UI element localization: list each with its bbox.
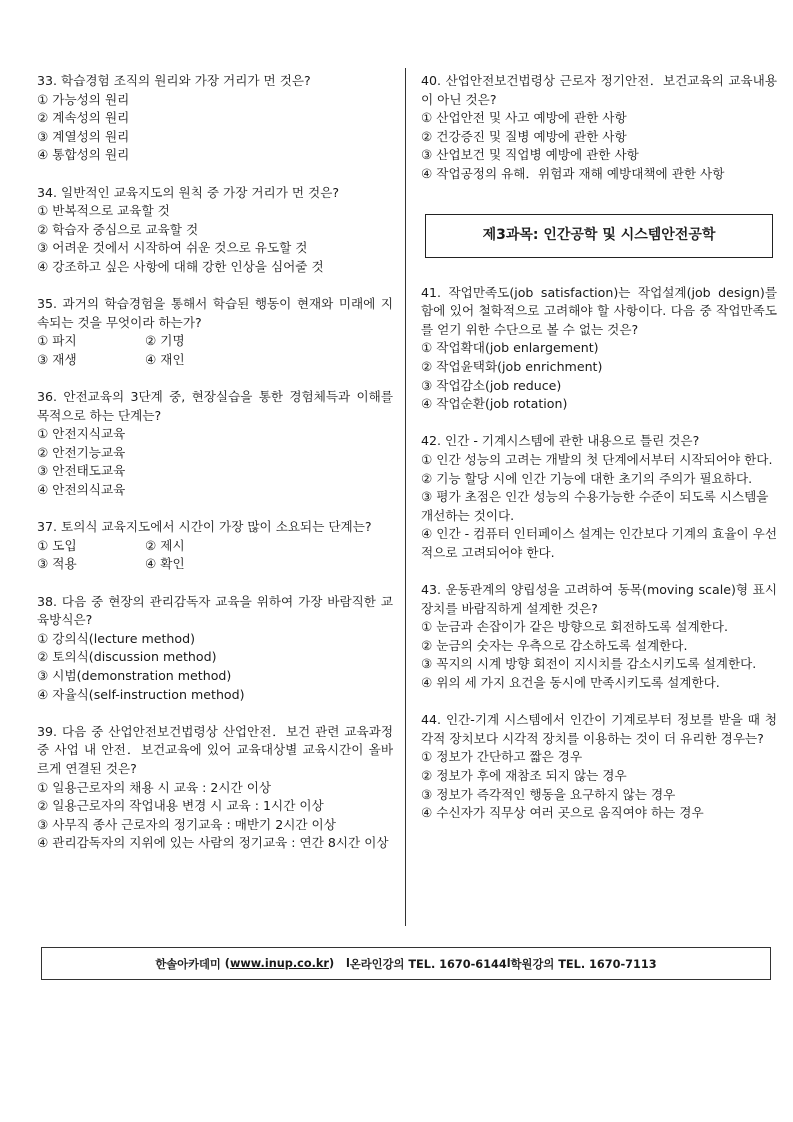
footer-company: 한솔아카데미 [155, 957, 221, 971]
answer-option: ① 정보가 간단하고 짧은 경우 [421, 749, 583, 765]
footer-separator-1: l [345, 957, 350, 970]
answer-option: ② 작업윤택화(job enrichment) [421, 358, 603, 374]
question [37, 72, 393, 165]
column-divider [405, 68, 406, 926]
question [37, 518, 393, 574]
footer-url-link[interactable]: www.inup.co.kr [229, 957, 329, 970]
option-row [37, 537, 393, 556]
question [37, 723, 398, 853]
answer-option: ② 안전기능교육 [37, 444, 126, 460]
answer-option: ④ 자율식(self-instruction method) [37, 686, 245, 702]
answer-option: ② 기능 할당 시에 인간 기능에 대한 초기의 주의가 필요하다. [421, 470, 753, 486]
answer-option: ④ 통합성의 원리 [37, 147, 130, 163]
question [421, 284, 782, 414]
answer-option: ④ 인간 - 컴퓨터 인터페이스 설계는 인간보다 기계의 효율이 우선적으로 고려되어야 한다. [421, 526, 778, 560]
answer-option: ③ 안전태도교육 [37, 463, 126, 479]
answer-option: ① 작업확대(job enlargement) [421, 340, 599, 356]
answer-option: ① 눈금과 손잡이가 같은 방향으로 회전하도록 설계한다. [421, 619, 728, 635]
question [37, 388, 398, 500]
answer-option: ④ 작업공정의 유해．위험과 재해 예방대책에 관한 사항 [421, 165, 725, 181]
answer-option: ② 계속성의 원리 [37, 110, 130, 126]
answer-option: ④ 수신자가 직무상 여러 곳으로 움직여야 하는 경우 [421, 805, 704, 821]
answer-option: ② 정보가 후에 재참조 되지 않는 경우 [421, 768, 627, 783]
answer-option: ② 제시 [145, 537, 185, 553]
answer-option: ① 가능성의 원리 [37, 91, 130, 107]
option-row [37, 555, 393, 574]
answer-option: ③ 적용 [37, 556, 77, 572]
question-text: 39. 다음 중 산업안전보건법령상 산업안전．보건 관련 교육과정 중 사업 내 안전．보건교육에 있어 교육대상별 교육시간이 올바르게 연결된 것은? [37, 723, 398, 776]
question-text: 42. 인간 - 기계시스템에 관한 내용으로 틀린 것은? [421, 433, 700, 449]
question [421, 711, 777, 823]
footer-online-tel: 온라인강의 TEL. 1670-6144 [349, 957, 507, 971]
answer-option: ④ 강조하고 싶은 사항에 대해 강한 인상을 심어줄 것 [37, 258, 324, 274]
answer-option: ④ 안전의식교육 [37, 482, 126, 498]
footer-academy-tel: 학원강의 TEL. 1670-7113 [510, 957, 657, 971]
question-text: 34. 일반적인 교육지도의 원칙 중 가장 거리가 먼 것은? [37, 184, 340, 200]
answer-option: ③ 평가 초점은 인간 성능의 수용가능한 수준이 되도록 시스템을 개선하는 것이다. [421, 489, 773, 523]
answer-option: ① 일용근로자의 채용 시 교육 : 2시간 이상 [37, 779, 272, 795]
right-questions-after [421, 284, 782, 823]
answer-option: ④ 위의 세 가지 요건을 동시에 만족시키도록 설계한다. [421, 675, 720, 691]
footer-separator-2: l [506, 957, 511, 970]
answer-option: ③ 계열성의 원리 [37, 128, 130, 144]
right-column [421, 72, 782, 841]
answer-option: ④ 확인 [145, 556, 185, 572]
section-title-box [425, 214, 773, 258]
answer-option: ② 눈금의 숫자는 우측으로 감소하도록 설계한다. [421, 637, 688, 653]
answer-option: ① 강의식(lecture method) [37, 630, 195, 646]
answer-option: ① 도입 [37, 537, 77, 553]
question [37, 184, 393, 277]
answer-option: ④ 작업순환(job rotation) [421, 396, 568, 412]
answer-option: ② 토의식(discussion method) [37, 649, 217, 665]
answer-option: ③ 꼭지의 시계 방향 회전이 지시치를 감소시키도록 설계한다. [421, 656, 757, 672]
question-text: 43. 운동관계의 양립성을 고려하여 동목(moving scale)형 표시장치를 바람직하게 설계한 것은? [421, 582, 777, 616]
answer-option: ① 인간 성능의 고려는 개발의 첫 단계에서부터 시작되어야 한다. [421, 451, 773, 467]
answer-option: ① 산업안전 및 사고 예방에 관한 사항 [421, 110, 627, 126]
answer-option: ② 건강증진 및 질병 예방에 관한 사항 [421, 128, 627, 144]
option-row [37, 351, 393, 370]
left-column [37, 72, 398, 872]
answer-option: ③ 사무직 종사 근로자의 정기교육 : 매반기 2시간 이상 [37, 816, 336, 832]
question [421, 581, 777, 693]
answer-option: ① 파지 [37, 333, 77, 349]
question-text: 41. 작업만족도(job satisfaction)는 작업설계(job design)를 함에 있어 철학적으로 고려해야 할 사항이다. 다음 중 작업만족도를 얻기 위한 수단으로 볼 수 없는 것은? [421, 284, 782, 337]
option-row [37, 332, 393, 351]
answer-option: ③ 정보가 즉각적인 행동을 요구하지 않는 경우 [421, 786, 676, 802]
question-text: 40. 산업안전보건법령상 근로자 정기안전．보건교육의 교육내용이 아닌 것은? [421, 73, 777, 107]
answer-option: ④ 관리감독자의 지위에 있는 사람의 정기교육 : 연간 8시간 이상 [37, 835, 389, 851]
question [421, 432, 777, 562]
right-questions-before [421, 72, 777, 184]
question [421, 72, 777, 184]
answer-option: ③ 재생 [37, 351, 77, 367]
question-text: 38. 다음 중 현장의 관리감독자 교육을 위하여 가장 바람직한 교육방식은? [37, 593, 393, 628]
question-text: 37. 토의식 교육지도에서 시간이 가장 많이 소요되는 단계는? [37, 519, 372, 535]
question-text: 44. 인간-기계 시스템에서 인간이 기계로부터 정보를 받을 때 청각적 장치보다 시각적 장치를 이용하는 것이 더 유리한 경우는? [421, 712, 777, 746]
answer-option: ① 반복적으로 교육할 것 [37, 203, 170, 219]
answer-option: ① 안전지식교육 [37, 426, 126, 442]
question-text: 36. 안전교육의 3단계 중, 현장실습을 통한 경험체득과 이해를 목적으로 하는 단계는? [37, 389, 398, 423]
question [37, 295, 393, 369]
question-text: 33. 학습경험 조직의 원리와 가장 거리가 먼 것은? [37, 73, 311, 88]
question-text: 35. 과거의 학습경험을 통해서 학습된 행동이 현재와 미래에 지속되는 것을 무엇이라 하는가? [37, 296, 393, 330]
answer-option: ② 기명 [145, 333, 185, 349]
answer-option: ③ 어려운 것에서 시작하여 쉬운 것으로 유도할 것 [37, 240, 308, 256]
question [37, 593, 393, 705]
answer-option: ④ 재인 [145, 351, 185, 367]
answer-option: ③ 산업보건 및 직업병 예방에 관한 사항 [421, 147, 639, 163]
section-title: 제3과목: 인간공학 및 시스템안전공학 [482, 227, 716, 244]
answer-option: ② 학습자 중심으로 교육할 것 [37, 221, 199, 237]
answer-option: ③ 작업감소(job reduce) [421, 377, 562, 393]
answer-option: ③ 시범(demonstration method) [37, 668, 232, 683]
answer-option: ② 일용근로자의 작업내용 변경 시 교육 : 1시간 이상 [37, 798, 324, 814]
footer-bar: 한솔아카데미 ( www.inup.co.kr ) l 온라인강의 TEL. 1670-6144 l 학원강의 TEL. 1670-7113 [41, 947, 771, 980]
